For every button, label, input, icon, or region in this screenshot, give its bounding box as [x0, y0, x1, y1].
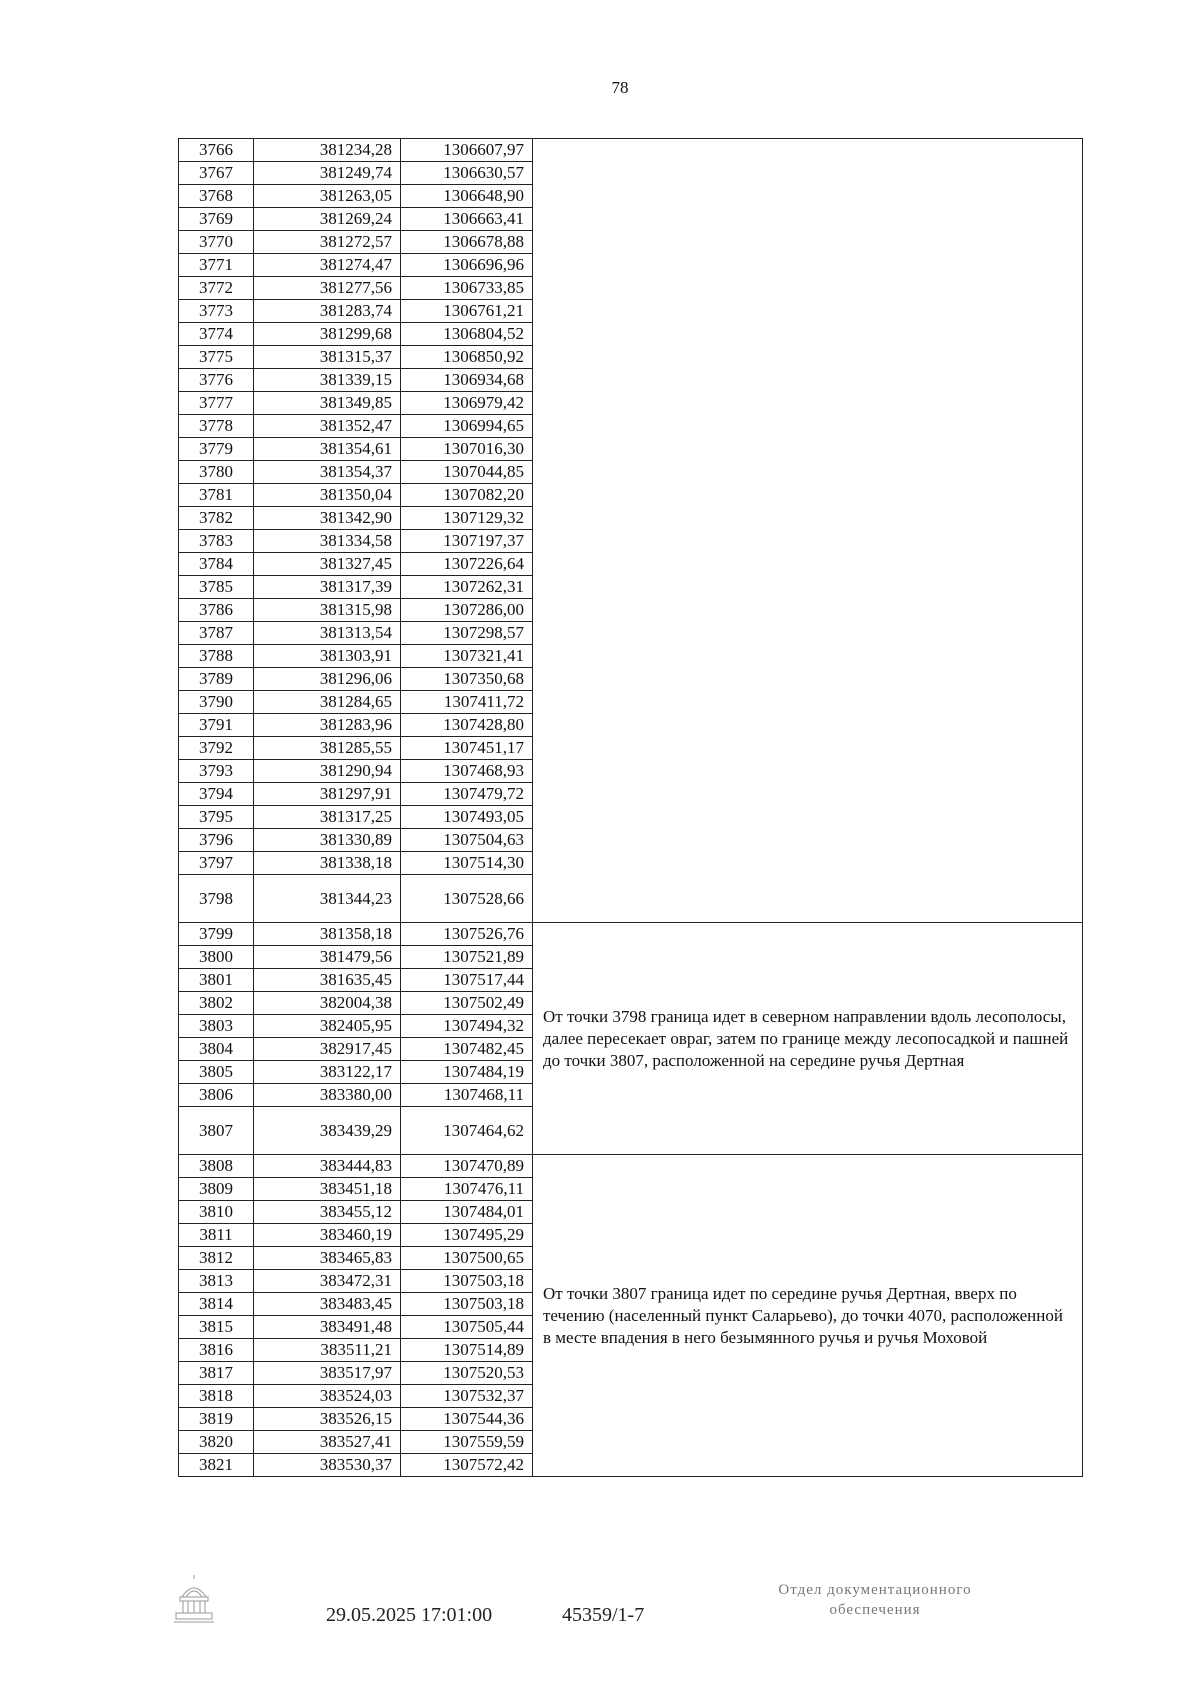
point-number-cell: 3772 [179, 277, 254, 300]
point-number-cell: 3795 [179, 806, 254, 829]
x-coordinate-cell: 381285,55 [254, 737, 401, 760]
y-coordinate-cell: 1307521,89 [401, 946, 533, 969]
y-coordinate-cell: 1306761,21 [401, 300, 533, 323]
department-line-2: обеспечения [829, 1602, 921, 1618]
x-coordinate-cell: 383527,41 [254, 1431, 401, 1454]
point-number-cell: 3810 [179, 1201, 254, 1224]
point-number-cell: 3806 [179, 1084, 254, 1107]
point-number-cell: 3818 [179, 1385, 254, 1408]
x-coordinate-cell: 383122,17 [254, 1061, 401, 1084]
x-coordinate-cell: 382405,95 [254, 1015, 401, 1038]
x-coordinate-cell: 383460,19 [254, 1224, 401, 1247]
x-coordinate-cell: 383444,83 [254, 1155, 401, 1178]
y-coordinate-cell: 1307262,31 [401, 576, 533, 599]
point-number-cell: 3803 [179, 1015, 254, 1038]
y-coordinate-cell: 1307411,72 [401, 691, 533, 714]
point-number-cell: 3784 [179, 553, 254, 576]
x-coordinate-cell: 381263,05 [254, 185, 401, 208]
point-number-cell: 3789 [179, 668, 254, 691]
point-number-cell: 3771 [179, 254, 254, 277]
y-coordinate-cell: 1307484,19 [401, 1061, 533, 1084]
x-coordinate-cell: 381338,18 [254, 852, 401, 875]
y-coordinate-cell: 1307451,17 [401, 737, 533, 760]
footer-doc-number: 45359/1-7 [562, 1604, 645, 1626]
y-coordinate-cell: 1307495,29 [401, 1224, 533, 1247]
point-number-cell: 3821 [179, 1454, 254, 1477]
x-coordinate-cell: 381358,18 [254, 923, 401, 946]
point-number-cell: 3820 [179, 1431, 254, 1454]
y-coordinate-cell: 1307468,93 [401, 760, 533, 783]
point-number-cell: 3777 [179, 392, 254, 415]
y-coordinate-cell: 1307321,41 [401, 645, 533, 668]
point-number-cell: 3769 [179, 208, 254, 231]
point-number-cell: 3787 [179, 622, 254, 645]
point-number-cell: 3802 [179, 992, 254, 1015]
x-coordinate-cell: 381635,45 [254, 969, 401, 992]
point-number-cell: 3807 [179, 1107, 254, 1155]
x-coordinate-cell: 382917,45 [254, 1038, 401, 1061]
point-number-cell: 3801 [179, 969, 254, 992]
x-coordinate-cell: 381283,96 [254, 714, 401, 737]
y-coordinate-cell: 1307520,53 [401, 1362, 533, 1385]
x-coordinate-cell: 381303,91 [254, 645, 401, 668]
y-coordinate-cell: 1307505,44 [401, 1316, 533, 1339]
point-number-cell: 3782 [179, 507, 254, 530]
x-coordinate-cell: 381354,61 [254, 438, 401, 461]
y-coordinate-cell: 1307082,20 [401, 484, 533, 507]
y-coordinate-cell: 1306648,90 [401, 185, 533, 208]
point-number-cell: 3816 [179, 1339, 254, 1362]
department-line-1: Отдел документационного [778, 1582, 972, 1598]
y-coordinate-cell: 1307517,44 [401, 969, 533, 992]
y-coordinate-cell: 1307129,32 [401, 507, 533, 530]
point-number-cell: 3785 [179, 576, 254, 599]
x-coordinate-cell: 383491,48 [254, 1316, 401, 1339]
x-coordinate-cell: 381339,15 [254, 369, 401, 392]
y-coordinate-cell: 1307470,89 [401, 1155, 533, 1178]
point-number-cell: 3811 [179, 1224, 254, 1247]
y-coordinate-cell: 1307503,18 [401, 1270, 533, 1293]
footer-date: 29.05.2025 17:01:00 [326, 1604, 493, 1626]
x-coordinate-cell: 381249,74 [254, 162, 401, 185]
x-coordinate-cell: 381315,98 [254, 599, 401, 622]
table-row [179, 1155, 1083, 1178]
y-coordinate-cell: 1307484,01 [401, 1201, 533, 1224]
x-coordinate-cell: 381350,04 [254, 484, 401, 507]
y-coordinate-cell: 1307494,32 [401, 1015, 533, 1038]
x-coordinate-cell: 383530,37 [254, 1454, 401, 1477]
x-coordinate-cell: 381342,90 [254, 507, 401, 530]
x-coordinate-cell: 383465,83 [254, 1247, 401, 1270]
x-coordinate-cell: 383517,97 [254, 1362, 401, 1385]
point-number-cell: 3817 [179, 1362, 254, 1385]
y-coordinate-cell: 1307572,42 [401, 1454, 533, 1477]
point-number-cell: 3805 [179, 1061, 254, 1084]
y-coordinate-cell: 1307528,66 [401, 875, 533, 923]
y-coordinate-cell: 1307502,49 [401, 992, 533, 1015]
boundary-description-cell: От точки 3807 граница идет по середине ручья Дертная, вверх по течению (населенный пункт Саларьево), до точки 4070, расположенной в месте впадения в него безымянного ручья и ручья Моховой [533, 1155, 1083, 1477]
x-coordinate-cell: 381327,45 [254, 553, 401, 576]
x-coordinate-cell: 383526,15 [254, 1408, 401, 1431]
x-coordinate-cell: 381317,39 [254, 576, 401, 599]
x-coordinate-cell: 381299,68 [254, 323, 401, 346]
x-coordinate-cell: 383483,45 [254, 1293, 401, 1316]
point-number-cell: 3768 [179, 185, 254, 208]
point-number-cell: 3766 [179, 139, 254, 162]
x-coordinate-cell: 381283,74 [254, 300, 401, 323]
point-number-cell: 3770 [179, 231, 254, 254]
y-coordinate-cell: 1306663,41 [401, 208, 533, 231]
x-coordinate-cell: 381479,56 [254, 946, 401, 969]
x-coordinate-cell: 383524,03 [254, 1385, 401, 1408]
point-number-cell: 3779 [179, 438, 254, 461]
y-coordinate-cell: 1307532,37 [401, 1385, 533, 1408]
point-number-cell: 3800 [179, 946, 254, 969]
y-coordinate-cell: 1307503,18 [401, 1293, 533, 1316]
point-number-cell: 3790 [179, 691, 254, 714]
x-coordinate-cell: 381290,94 [254, 760, 401, 783]
point-number-cell: 3773 [179, 300, 254, 323]
point-number-cell: 3774 [179, 323, 254, 346]
y-coordinate-cell: 1306696,96 [401, 254, 533, 277]
x-coordinate-cell: 381313,54 [254, 622, 401, 645]
point-number-cell: 3813 [179, 1270, 254, 1293]
point-number-cell: 3767 [179, 162, 254, 185]
x-coordinate-cell: 381274,47 [254, 254, 401, 277]
x-coordinate-cell: 382004,38 [254, 992, 401, 1015]
y-coordinate-cell: 1306733,85 [401, 277, 533, 300]
y-coordinate-cell: 1306607,97 [401, 139, 533, 162]
point-number-cell: 3781 [179, 484, 254, 507]
x-coordinate-cell: 381284,65 [254, 691, 401, 714]
x-coordinate-cell: 381349,85 [254, 392, 401, 415]
page-number: 78 [611, 78, 629, 97]
x-coordinate-cell: 381297,91 [254, 783, 401, 806]
point-number-cell: 3780 [179, 461, 254, 484]
point-number-cell: 3812 [179, 1247, 254, 1270]
x-coordinate-cell: 383472,31 [254, 1270, 401, 1293]
coordinates-table [178, 138, 1083, 1477]
y-coordinate-cell: 1307197,37 [401, 530, 533, 553]
x-coordinate-cell: 383511,21 [254, 1339, 401, 1362]
y-coordinate-cell: 1307350,68 [401, 668, 533, 691]
point-number-cell: 3798 [179, 875, 254, 923]
point-number-cell: 3786 [179, 599, 254, 622]
x-coordinate-cell: 381344,23 [254, 875, 401, 923]
stamp-logo [172, 1575, 216, 1625]
boundary-description-cell [533, 139, 1083, 923]
y-coordinate-cell: 1307544,36 [401, 1408, 533, 1431]
x-coordinate-cell: 381317,25 [254, 806, 401, 829]
y-coordinate-cell: 1307298,57 [401, 622, 533, 645]
y-coordinate-cell: 1306934,68 [401, 369, 533, 392]
y-coordinate-cell: 1307514,89 [401, 1339, 533, 1362]
boundary-description-cell: От точки 3798 граница идет в северном направлении вдоль лесополосы, далее пересекает овраг, затем по границе между лесопосадкой и пашней до точки 3807, расположенной на середине ручья Дертная [533, 923, 1083, 1155]
x-coordinate-cell: 381352,47 [254, 415, 401, 438]
x-coordinate-cell: 381354,37 [254, 461, 401, 484]
y-coordinate-cell: 1307476,11 [401, 1178, 533, 1201]
y-coordinate-cell: 1307286,00 [401, 599, 533, 622]
y-coordinate-cell: 1307493,05 [401, 806, 533, 829]
point-number-cell: 3804 [179, 1038, 254, 1061]
table-row [179, 923, 1083, 946]
x-coordinate-cell: 383455,12 [254, 1201, 401, 1224]
y-coordinate-cell: 1307500,65 [401, 1247, 533, 1270]
table-row [179, 139, 1083, 162]
x-coordinate-cell: 381269,24 [254, 208, 401, 231]
y-coordinate-cell: 1307504,63 [401, 829, 533, 852]
y-coordinate-cell: 1307464,62 [401, 1107, 533, 1155]
point-number-cell: 3808 [179, 1155, 254, 1178]
y-coordinate-cell: 1307482,45 [401, 1038, 533, 1061]
point-number-cell: 3788 [179, 645, 254, 668]
x-coordinate-cell: 381315,37 [254, 346, 401, 369]
point-number-cell: 3792 [179, 737, 254, 760]
point-number-cell: 3783 [179, 530, 254, 553]
y-coordinate-cell: 1306850,92 [401, 346, 533, 369]
y-coordinate-cell: 1306994,65 [401, 415, 533, 438]
x-coordinate-cell: 381277,56 [254, 277, 401, 300]
y-coordinate-cell: 1307428,80 [401, 714, 533, 737]
y-coordinate-cell: 1307468,11 [401, 1084, 533, 1107]
y-coordinate-cell: 1307514,30 [401, 852, 533, 875]
point-number-cell: 3791 [179, 714, 254, 737]
y-coordinate-cell: 1307526,76 [401, 923, 533, 946]
point-number-cell: 3799 [179, 923, 254, 946]
point-number-cell: 3796 [179, 829, 254, 852]
x-coordinate-cell: 381334,58 [254, 530, 401, 553]
point-number-cell: 3794 [179, 783, 254, 806]
x-coordinate-cell: 381330,89 [254, 829, 401, 852]
y-coordinate-cell: 1307044,85 [401, 461, 533, 484]
x-coordinate-cell: 381272,57 [254, 231, 401, 254]
y-coordinate-cell: 1306630,57 [401, 162, 533, 185]
y-coordinate-cell: 1307016,30 [401, 438, 533, 461]
point-number-cell: 3809 [179, 1178, 254, 1201]
point-number-cell: 3776 [179, 369, 254, 392]
point-number-cell: 3815 [179, 1316, 254, 1339]
x-coordinate-cell: 383451,18 [254, 1178, 401, 1201]
y-coordinate-cell: 1307559,59 [401, 1431, 533, 1454]
point-number-cell: 3778 [179, 415, 254, 438]
x-coordinate-cell: 383439,29 [254, 1107, 401, 1155]
footer-department-stamp [730, 1580, 1020, 1620]
x-coordinate-cell: 383380,00 [254, 1084, 401, 1107]
x-coordinate-cell: 381234,28 [254, 139, 401, 162]
y-coordinate-cell: 1307479,72 [401, 783, 533, 806]
point-number-cell: 3793 [179, 760, 254, 783]
point-number-cell: 3819 [179, 1408, 254, 1431]
y-coordinate-cell: 1307226,64 [401, 553, 533, 576]
point-number-cell: 3797 [179, 852, 254, 875]
y-coordinate-cell: 1306678,88 [401, 231, 533, 254]
y-coordinate-cell: 1306979,42 [401, 392, 533, 415]
x-coordinate-cell: 381296,06 [254, 668, 401, 691]
y-coordinate-cell: 1306804,52 [401, 323, 533, 346]
point-number-cell: 3775 [179, 346, 254, 369]
point-number-cell: 3814 [179, 1293, 254, 1316]
